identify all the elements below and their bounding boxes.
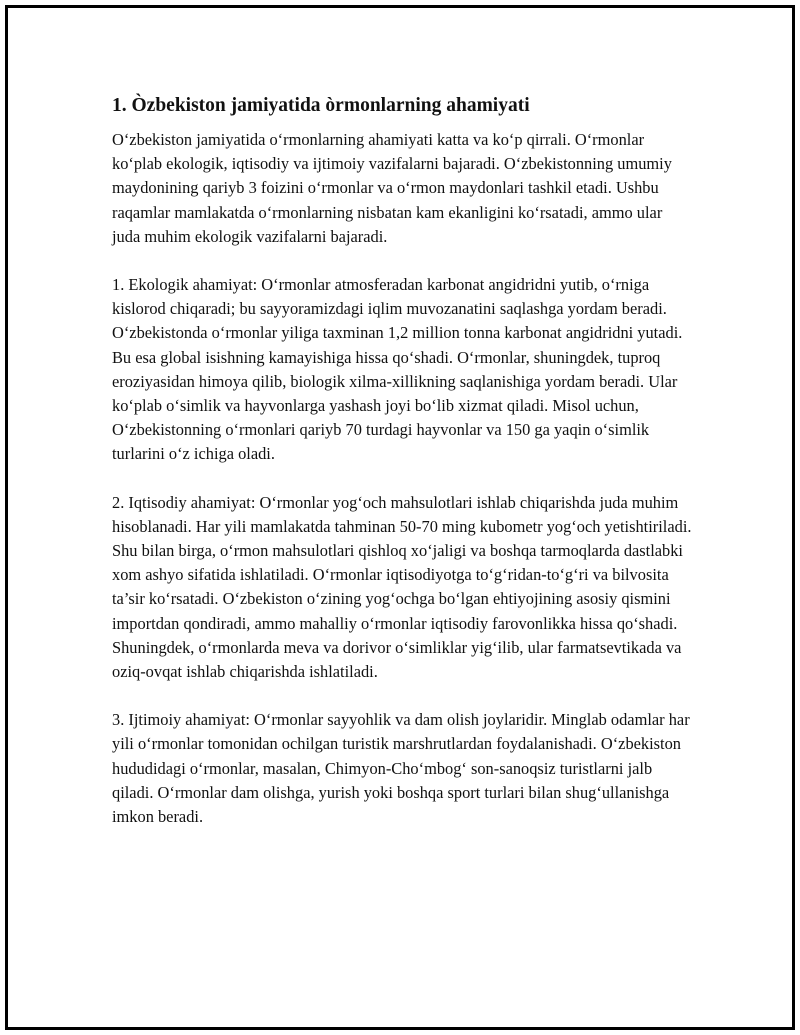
document-body xyxy=(112,92,692,853)
economic-paragraph: 2. Iqtisodiy ahamiyat: O‘rmonlar yog‘och mahsulotlari ishlab chiqarishda juda muhim hisoblanadi. Har yili mamlakatda tahminan 50-70 ming kubometr yog‘och yetishtiriladi. Shu bilan birga, o‘rmon mahsulotlari qishloq xo‘jaligi va boshqa tarmoqlarda dastlabki xom ashyo sifatida ishlatiladi. O‘rmonlar iqtisodiyotga to‘g‘ridan-to‘g‘ri va bilvosita ta’sir ko‘rsatadi. O‘zbekiston o‘zining yog‘ochga bo‘lgan ehtiyojining asosiy qismini importdan qondiradi, ammo mahalliy o‘rmonlar iqtisodiy farovonlikka hissa qo‘shadi. Shuningdek, o‘rmonlarda meva va dorivor o‘simliklar yig‘ilib, ular farmatsevtikada va oziq-ovqat ishlab chiqarishda ishlatiladi. xyxy=(112,492,692,682)
intro-paragraph: O‘zbekiston jamiyatida o‘rmonlarning ahamiyati katta va ko‘p qirrali. O‘rmonlar ko‘plab ekologik, iqtisodiy va ijtimoiy vazifalarni bajaradi. O‘zbekistonning umumiy maydonining qariyb 3 foizini o‘rmonlar va o‘rmon maydonlari tashkil etadi. Ushbu raqamlar mamlakatda o‘rmonlarning nisbatan kam ekanligini ko‘rsatadi, ammo ular juda muhim ekologik vazifalarni bajaradi. xyxy=(112,130,672,246)
social-paragraph: 3. Ijtimoiy ahamiyat: O‘rmonlar sayyohlik va dam olish joylaridir. Minglab odamlar har yili o‘rmonlar tomonidan ochilgan turistik marshrutlardan foydalanishadi. O‘zbekiston hududidagi o‘rmonlar, masalan, Chimyon-Cho‘mbog‘ son-sanoqsiz turistlarni jalb qiladi. O‘rmonlar dam olishga, yurish yoki boshqa sport turlari bilan shug‘ullanishga imkon beradi. xyxy=(112,710,690,827)
ecological-paragraph: 1. Ekologik ahamiyat: O‘rmonlar atmosferadan karbonat angidridni yutib, o‘rniga kislorod chiqaradi; bu sayyoramizdagi iqlim muvozanatini saqlashga yordam beradi. O‘zbekistonda o‘rmonlar yiliga taxminan 1,2 million tonna karbonat angidridni yutadi. Bu esa global isishning kamayishiga hissa qo‘shadi. O‘rmonlar, shuningdek, tuproq eroziyasidan himoya qilib, biologik xilma-xillikning saqlanishiga yordam beradi. Ular ko‘plab o‘simlik va hayvonlarga yashash joyi bo‘lib xizmat qiladi. Misol uchun, O‘zbekistonning o‘rmonlari qariyb 70 turdagi hayvonlar va 150 ga yaqin o‘simlik turlarini o‘z ichiga oladi. xyxy=(112,275,683,464)
section-heading: 1. Òzbekiston jamiyatida òrmonlarning ahamiyati xyxy=(112,95,530,116)
